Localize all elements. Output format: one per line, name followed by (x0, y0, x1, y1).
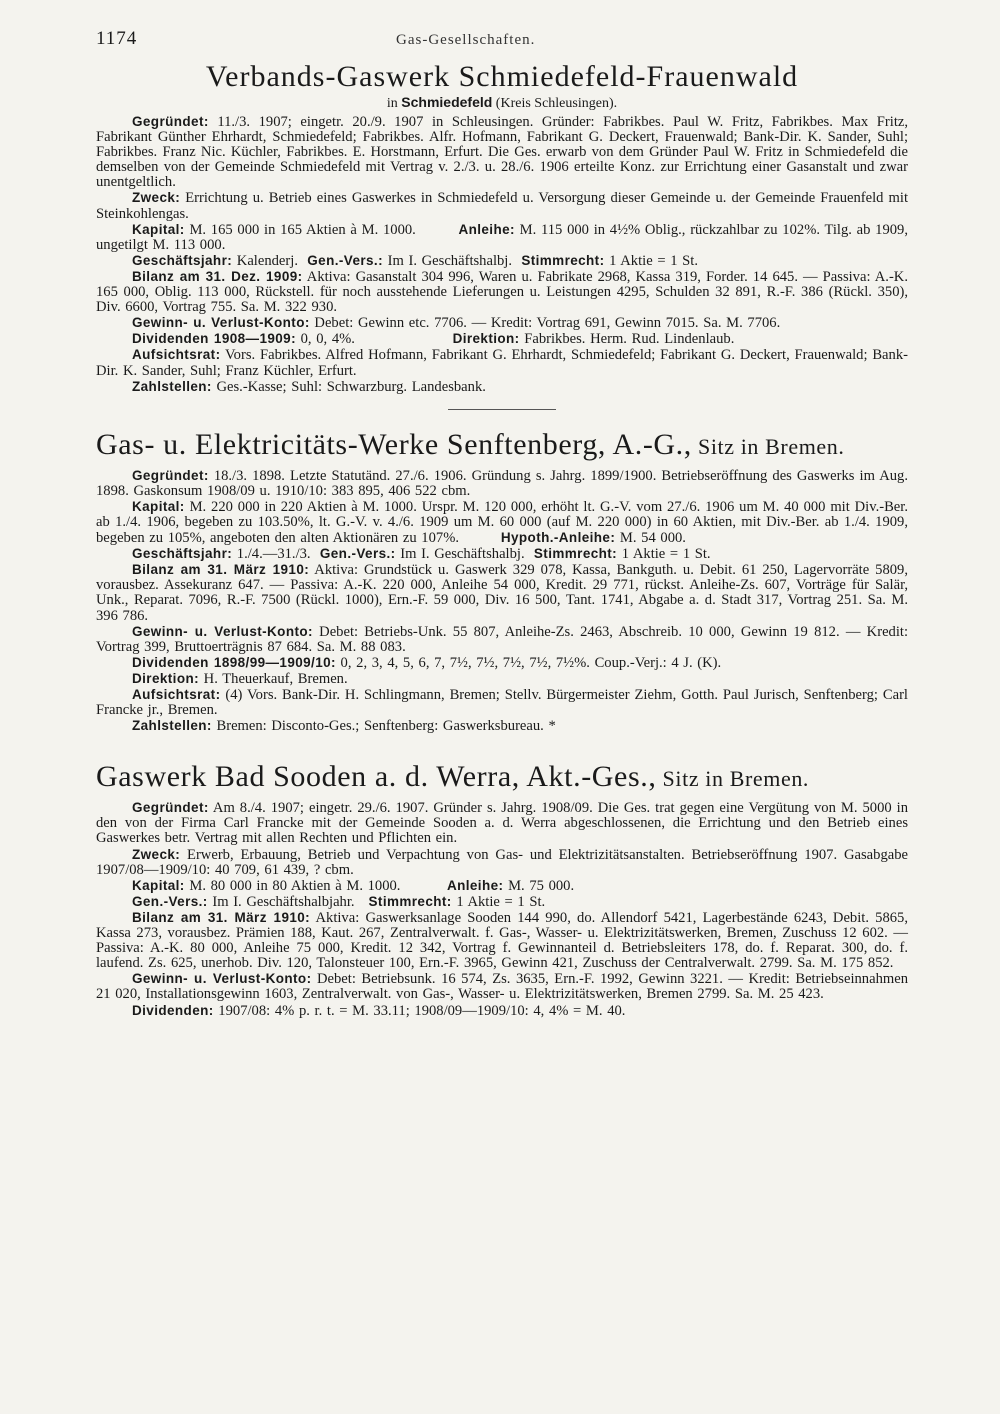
field-label: Anleihe: (458, 221, 515, 237)
entry-dividenden (96, 655, 908, 671)
entry-gegruendet (96, 114, 908, 190)
field-label: Bilanz am 31. März 1910: (132, 562, 310, 578)
company-entry (96, 428, 908, 735)
field-text: Aktiva: Grundstück u. Gaswerk 329 078, Kassa, Bankguth. u. Debit. 61 250, Lagervorräte 5809, vorausbez. Assekuranz 647. — Passiva: A.-K. 220 000, Anleihe 54 000, Kredit. 29 771, rückst. Anleihe-Zs. 607, Vorträge für Salär, Unk., Reparat. 7096, R.-F. 7500 (Rückl. 1000), Ern.-F. 59 000, Div. 16 500, Tant. 1741, Abgabe a. d. Stadt 317, Vortrag 251. Sa. M. 396 786. (96, 562, 909, 624)
field-label: Gegründet: (132, 800, 209, 816)
entry-kapital (96, 499, 908, 546)
field-text: 1 Aktie = 1 St. (617, 546, 711, 563)
field-text: Aktiva: Gasanstalt 304 996, Waren u. Fabrikate 2968, Kassa 319, Forder. 14 645. — Passiva: A.-K. 165 000, Oblig. 113 000, Rückstell. für noch ausstehende Lieferungen u. Leistungen 4295, Schulden 32 891, R.-F. 386 (Rückl. 350), Div. 6600, Vortrag 755. Sa. M. 322 930. (96, 268, 908, 316)
field-text: Vors. Fabrikbes. Alfred Hofmann, Fabrikant G. Ehrhardt, Schmiedefeld; Fabrikant G. Deckert, Frauenwald; Bank-Dir. K. Sander, Suhl; Franz Küchler, Erfurt. (96, 347, 908, 379)
field-text: Aktiva: Gaswerksanlage Sooden 144 990, do. Allendorf 5421, Lagerbestände 6243, Debit. 5865, Kassa 273, vorausbez. Prämien 188, Kaut. 267, Zentralverwalt. f. Gas-, Wasser- u. Elektrizitätswerken, Bremen, Zuschuss 12 602. — Passiva: A.-K. 80 000, Anleihe 75 000, Kredit. 12 342, Vortrag f. Gewinnanteil d. Betriebsleiters 178, do. f. Reparat. 300, do. f. laufend. Zs. 625, unerhob. Div. 120, Talonsteuer 100, Ern.-F. 3965, Gewinn 421, Zuschuss der Centralverwalt. 2799. Sa. M. 175 852. (96, 909, 908, 972)
field-label: Direktion: (452, 331, 520, 347)
field-text: 1 Aktie = 1 St. (604, 252, 698, 269)
field-text: 1907/08: 4% p. r. t. = M. 33.11; 1908/09—1909/10: 4, 4% = M. 40. (213, 1002, 626, 1019)
field-label: Zahlstellen: (132, 378, 212, 394)
entry-zahlstellen (96, 718, 908, 734)
field-text: 1 Aktie = 1 St. (451, 893, 546, 910)
field-text: M. 165 000 in 165 Aktien à M. 1000. (184, 221, 416, 238)
field-text: M. 115 000 in 4½% Oblig., rückzahlbar zu 102%. Tilg. ab 1909, ungetilgt M. 113 000. (96, 221, 908, 253)
field-text: Debet: Gewinn etc. 7706. — Kredit: Vortrag 691, Gewinn 7015. Sa. M. 7706. (309, 315, 781, 332)
field-text: Debet: Betriebs-Unk. 55 807, Anleihe-Zs. 2463, Abschreib. 10 000, Gewinn 19 812. — Kredit: Vortrag 399, Bruttoerträgnis 87 684. Sa. M. 88 083. (96, 623, 909, 655)
field-label: Geschäftsjahr: (132, 546, 233, 562)
field-label: Dividenden 1898/99—1909/10: (132, 654, 336, 670)
field-text: 11./3. 1907; eingetr. 20./9. 1907 in Schleusingen. Gründer: Fabrikbes. Paul W. Fritz, Fabrikbes. Max Fritz, Fabrikant Günther Ehrhardt, Schmiedefeld; Fabrikbes. Alfr. Hofmann, Fabrikant G. Deckert, Frauenwald; Bank-Dir. K. Sander, Suhl; Fabrikbes. Franz Nic. Küchler, Fabrikbes. E. Horstmann, Erfurt. Die Ges. erwarb von dem Gründer Paul W. Fritz in Schmiedefeld die demselben von der Gemeinde Schmiedefeld mit Vertrag v. 2./3. u. 28./6. 1906 erteilte Konz. zur Errichtung einer Gasanstalt und zwar unentgeltlich. (96, 114, 908, 191)
entry-bilanz (96, 910, 908, 971)
field-label: Stimmrecht: (368, 893, 452, 909)
company-title (96, 428, 908, 464)
field-text: (4) Vors. Bank-Dir. H. Schlingmann, Bremen; Stellv. Bürgermeister Ziehm, Gotth. Paul Jurisch, Senftenberg; Carl Francke jr., Bremen. (96, 687, 908, 719)
field-label: Gegründet: (132, 114, 209, 129)
field-label: Gen.-Vers.: (319, 546, 396, 562)
field-text: M. 75 000. (503, 877, 575, 894)
entry-gewinn-verlust (96, 971, 908, 1002)
company-title: Verbands-Gaswerk Schmiedefeld-Frauenwald (205, 60, 799, 93)
field-text: Errichtung u. Betrieb eines Gaswerkes in Schmiedefeld u. Versorgung dieser Gemeinde u. der Gemeinde Frauenfeld mit Steinkohlengas. (96, 190, 908, 222)
field-label: Gewinn- u. Verlust-Konto: (132, 315, 310, 331)
company-location (96, 94, 908, 112)
company-seat: Sitz in Bremen. (656, 766, 810, 792)
field-text: M. 220 000 in 220 Aktien à M. 1000. Urspr. M. 120 000, erhöht lt. G.-V. vom 27./6. 1906 um M. 40 000 mit Div.-Ber. ab 1./4. 1906, begeben zu 103.50%, lt. G.-V. v. 4./6. 1909 um M. 60 000 (auf M. 220 000) in 60 Aktien, mit Div.-Ber. ab 1./4. 1909, begeben zu 105%, angeboten den alten Aktionären zu 107%. (96, 498, 908, 547)
entry-direktion (96, 671, 908, 687)
page-number: 1174 (96, 28, 138, 49)
entry-gegruendet (96, 468, 908, 499)
entry-geschaeftsjahr (96, 253, 908, 269)
field-label: Kapital: (132, 221, 185, 237)
field-text: Im I. Geschäftshalbj. (395, 546, 525, 563)
field-label: Gegründet: (132, 467, 209, 483)
entry-gewinn-verlust (96, 624, 908, 655)
entry-bilanz (96, 562, 908, 623)
field-label: Stimmrecht: (521, 252, 605, 268)
field-label: Zweck: (132, 190, 181, 206)
entry-gegruendet (96, 800, 908, 846)
field-label: Gewinn- u. Verlust-Konto: (132, 623, 313, 639)
entry-geschaeftsjahr (96, 546, 908, 562)
field-text: H. Theuerkauf, Bremen. (199, 670, 348, 687)
field-label: Hypoth.-Anleihe: (500, 530, 616, 546)
field-text: Im I. Geschäftshalbj. (382, 252, 513, 269)
company-name: Gaswerk Bad Sooden a. d. Werra, Akt.-Ges., (96, 760, 657, 794)
field-text: Kalenderj. (232, 252, 298, 269)
field-label: Gen.-Vers.: (307, 252, 383, 268)
field-label: Kapital: (132, 877, 185, 893)
field-text: M. 80 000 in 80 Aktien à M. 1000. (184, 877, 401, 894)
entry-zahlstellen (96, 379, 908, 395)
field-text: Im I. Geschäftshalbjahr. (207, 893, 355, 910)
location-suffix: (Kreis Schleusingen). (492, 96, 618, 111)
running-title: Gas-Gesellschaften. (396, 32, 536, 48)
entry-kapital (96, 878, 908, 894)
company-entry (96, 760, 908, 1018)
field-label: Direktion: (132, 670, 200, 686)
field-text: Erwerb, Erbauung, Betrieb und Verpachtung von Gas- und Elektrizitätsanstalten. Betriebseröffnung 1907. Gasabgabe 1907/08—1909/10: 40 709, 61 439, ? cbm. (96, 846, 908, 878)
field-label: Aufsichtsrat: (132, 347, 221, 363)
field-label: Gewinn- u. Verlust-Konto: (132, 971, 312, 987)
company-seat: Sitz in Bremen. (691, 433, 845, 459)
entry-aufsichtsrat (96, 347, 908, 378)
field-text: Ges.-Kasse; Suhl: Schwarzburg. Landesbank. (211, 378, 486, 395)
running-head (96, 28, 908, 60)
field-text: Am 8./4. 1907; eingetr. 29./6. 1907. Gründer s. Jahrg. 1908/09. Die Ges. trat gegen eine Vergütung von M. 5000 in den von der Firma Carl Francke mit der Gemeinde Sooden a. d. Werra abgeschlossenen, die Errichtung und den Betrieb eines Gaswerkes betr. Vertrag mit allen Rechten und Pflichten ein. (96, 800, 908, 847)
location-prefix: in (386, 96, 402, 111)
field-text: Debet: Betriebsunk. 16 574, Zs. 3635, Ern.-F. 1992, Gewinn 3221. — Kredit: Betriebseinnahmen 21 020, Installationsgewinn 1603, Zentralverwalt. von Gas-, Wasser- u. Elektrizitätswerken, Bremen 2799. Sa. M. 25 423. (96, 971, 908, 1003)
field-label: Geschäftsjahr: (132, 252, 233, 268)
entry-dividenden (96, 331, 908, 347)
entry-dividenden (96, 1003, 908, 1019)
entry-zweck (96, 190, 908, 221)
entry-kapital (96, 222, 908, 253)
field-text: 1./4.—31./3. (232, 546, 311, 563)
field-label: Stimmrecht: (533, 546, 618, 562)
field-label: Zweck: (132, 846, 181, 862)
entry-bilanz (96, 269, 908, 315)
location-place: Schmiedefeld (401, 94, 493, 110)
section-divider (448, 409, 556, 410)
field-text: Bremen: Disconto-Ges.; Senftenberg: Gaswerksbureau. * (211, 718, 556, 735)
field-label: Bilanz am 31. März 1910: (132, 909, 311, 925)
field-text: 0, 2, 3, 4, 5, 6, 7, 7½, 7½, 7½, 7½, 7½%. Coup.-Verj.: 4 J. (K). (335, 654, 722, 671)
field-text: 0, 0, 4%. (295, 331, 355, 348)
entry-zweck (96, 847, 908, 878)
field-label: Dividenden 1908—1909: (132, 331, 296, 347)
company-name: Gas- u. Elektricitäts-Werke Senftenberg, A.-G., (96, 427, 692, 461)
field-text: M. 54 000. (615, 530, 686, 547)
field-label: Kapital: (132, 498, 185, 514)
entry-aufsichtsrat (96, 687, 908, 718)
field-label: Bilanz am 31. Dez. 1909: (132, 268, 303, 284)
field-label: Dividenden: (132, 1002, 214, 1018)
field-label: Anleihe: (446, 877, 504, 893)
entry-gen-vers (96, 894, 908, 910)
field-text: Fabrikbes. Herm. Rud. Lindenlaub. (519, 331, 735, 348)
field-text: 18./3. 1898. Letzte Statutänd. 27./6. 1906. Gründung s. Jahrg. 1899/1900. Betriebseröffnung des Gaswerks im Aug. 1898. Gaskonsum 1908/09 u. 1910/10: 383 895, 406 522 cbm. (96, 467, 908, 499)
company-entry (96, 60, 908, 395)
field-label: Aufsichtsrat: (132, 687, 221, 702)
entry-gewinn-verlust (96, 315, 908, 331)
company-title (96, 760, 908, 796)
field-label: Gen.-Vers.: (132, 893, 208, 909)
field-label: Zahlstellen: (132, 718, 212, 734)
